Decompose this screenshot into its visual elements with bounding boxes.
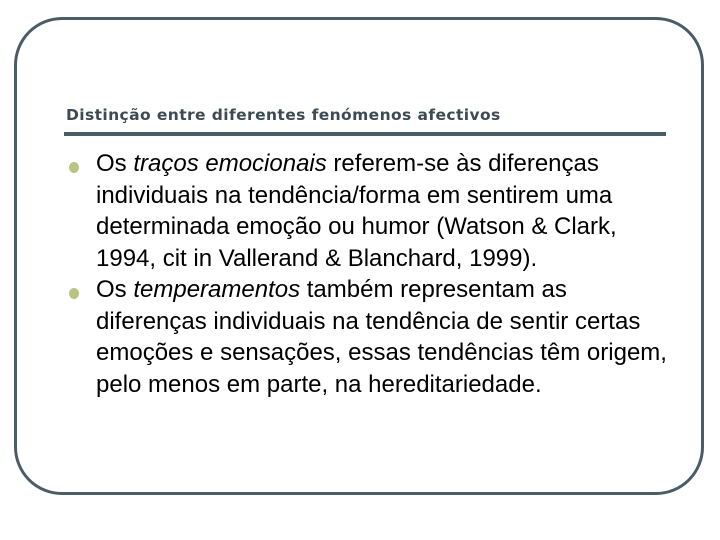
bullet-emphasis: temperamentos bbox=[133, 276, 301, 303]
bullet-prefix: Os bbox=[96, 150, 134, 177]
bullet-dot-icon bbox=[69, 162, 79, 173]
bullet-list bbox=[60, 148, 670, 400]
bullet-text: também representam as diferenças individuais na tendência de sentir certas emoções e sensações, essas tendências têm origem, pelo menos em parte, na hereditariedade. bbox=[96, 276, 667, 398]
bullet-dot-icon bbox=[69, 288, 79, 299]
bullet-prefix: Os bbox=[96, 276, 134, 303]
bullet-item bbox=[60, 148, 670, 274]
bullet-emphasis: traços emocionais bbox=[133, 150, 327, 177]
bullet-text: referem-se às diferenças individuais na tendência/forma em sentirem uma determinada emoção ou humor (Watson & Clark, 1994, cit in Vallerand & Blanchard, 1999). bbox=[96, 150, 617, 272]
slide-title: Distinção entre diferentes fenómenos afectivos bbox=[66, 106, 501, 124]
bullet-item bbox=[60, 274, 670, 400]
title-underline bbox=[64, 132, 666, 136]
